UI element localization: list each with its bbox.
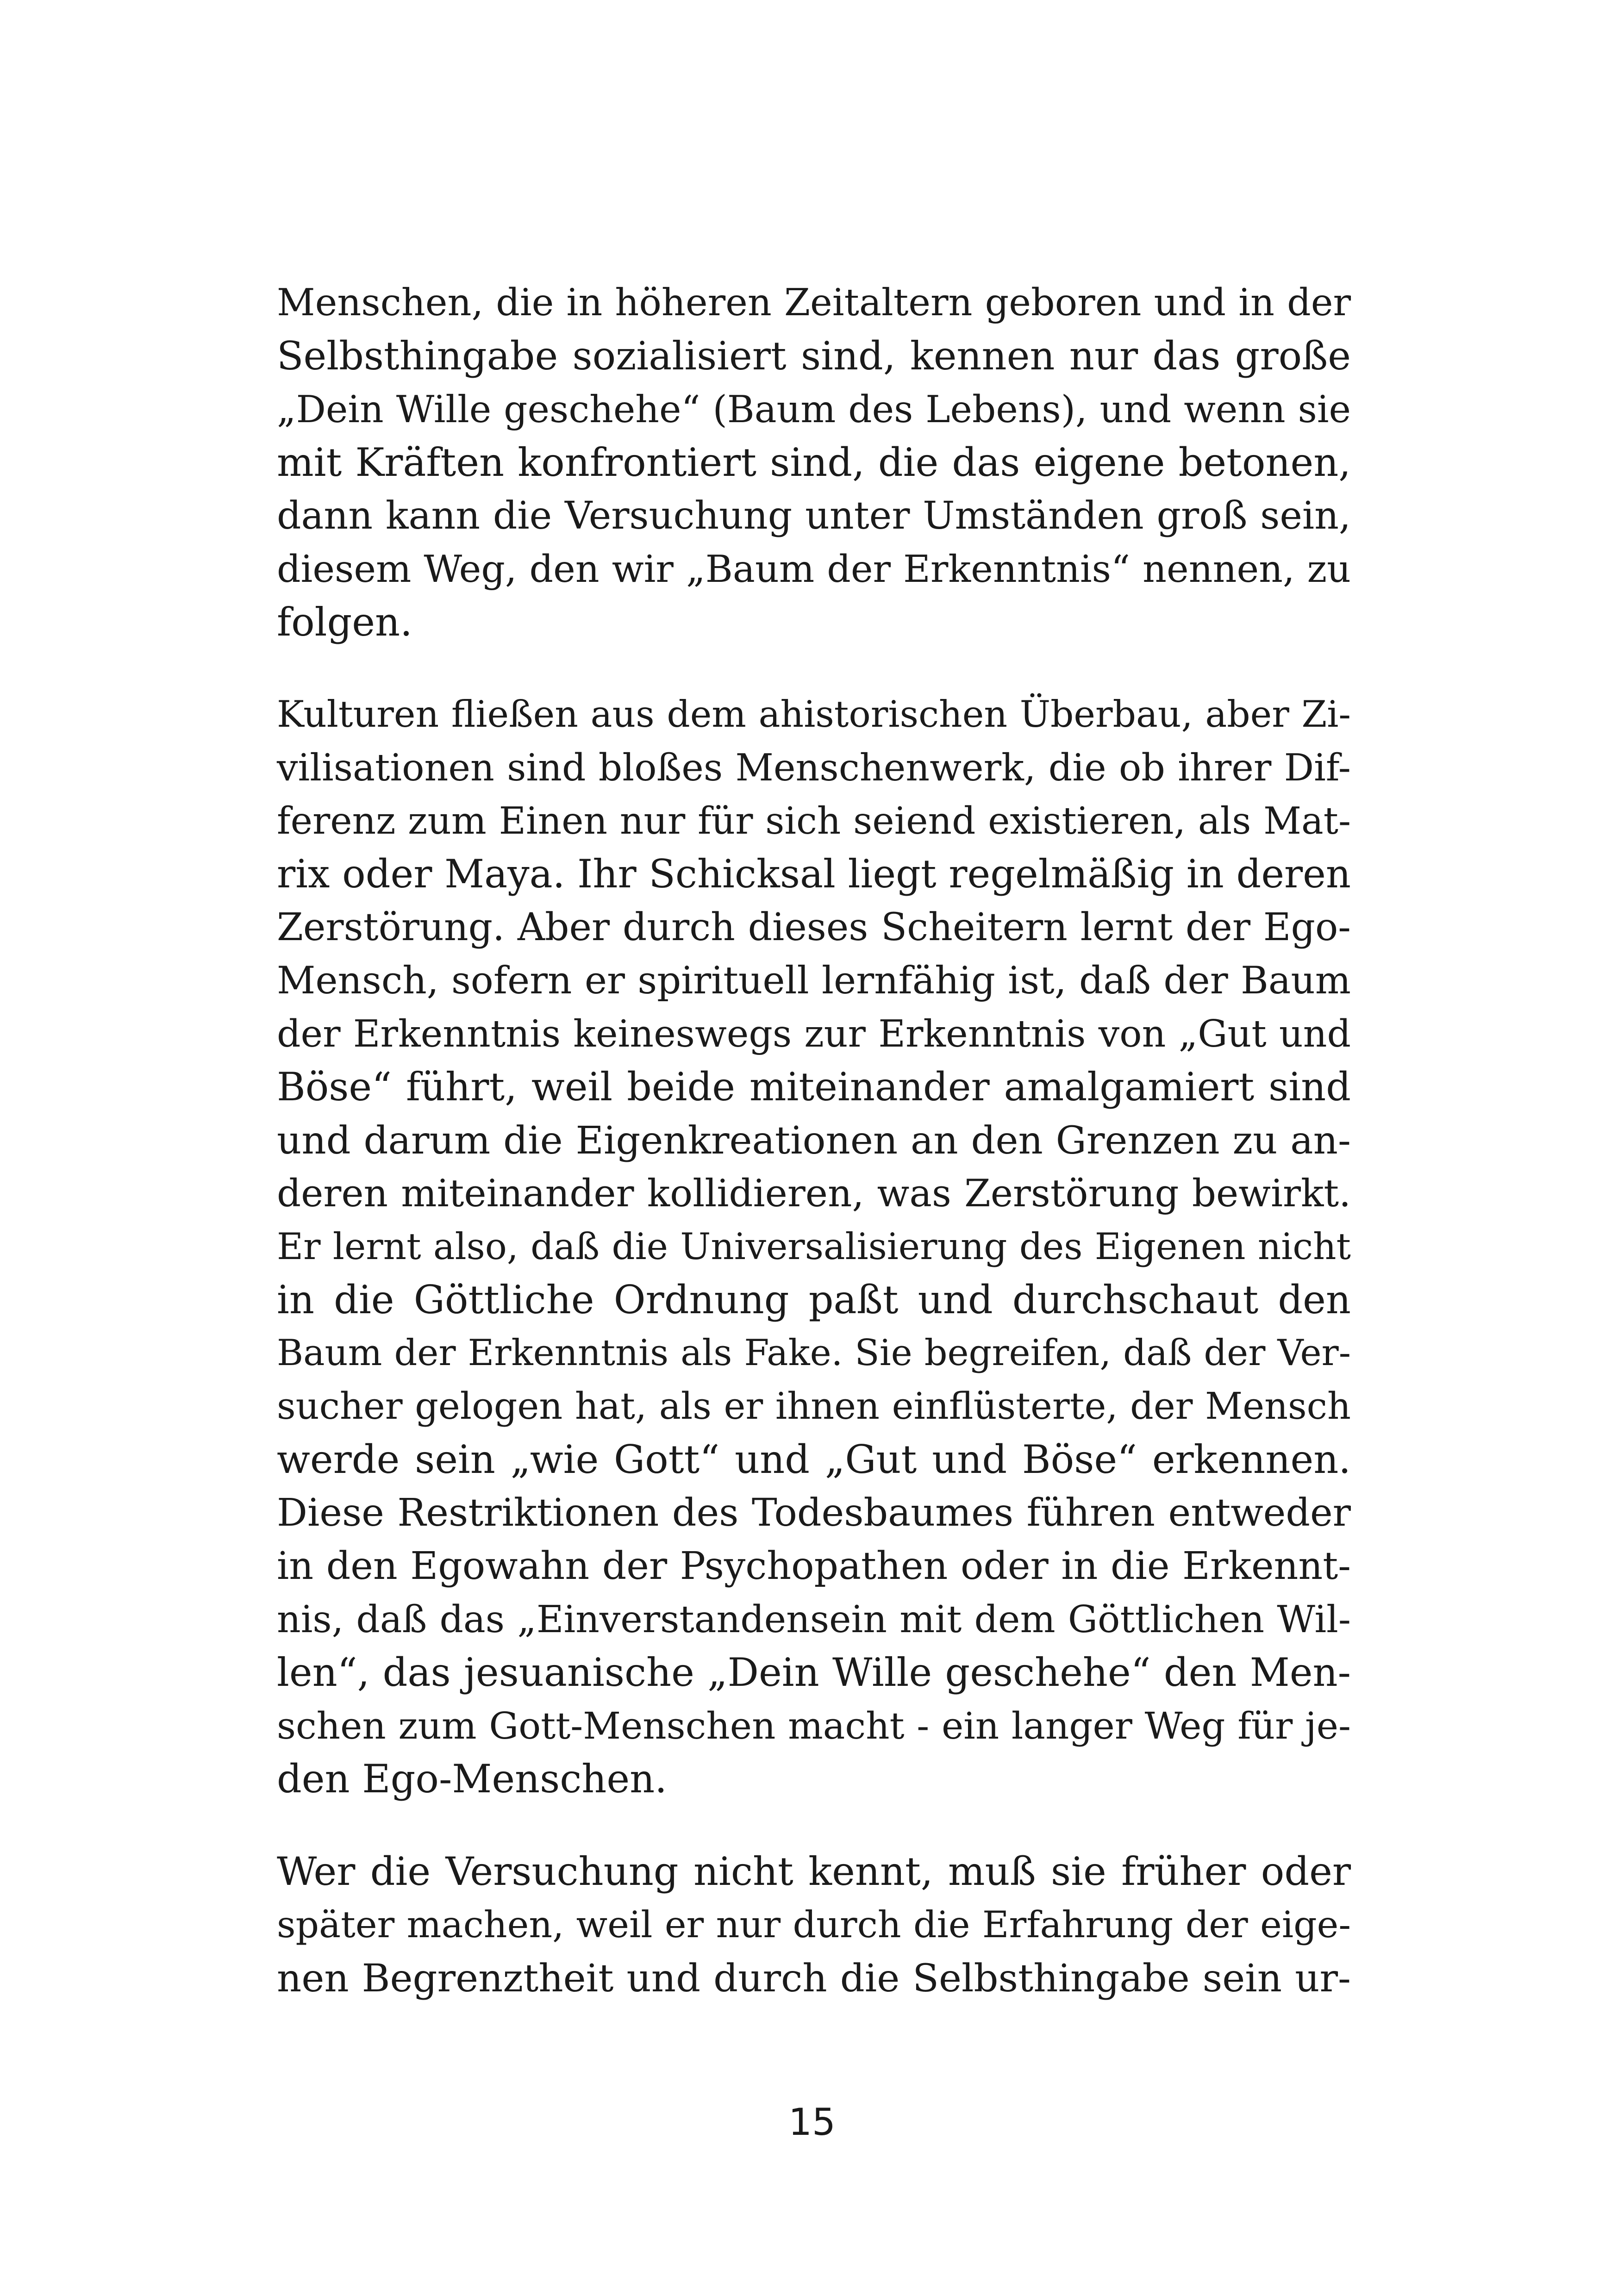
text-line: folgen.	[277, 599, 412, 645]
page-number: 15	[788, 2101, 836, 2144]
text-line: sucher gelogen hat, als er ihnen einflüsterte, der Mensch	[277, 1385, 1351, 1428]
text-line: nen Begrenztheit und durch die Selbsthingabe sein ur-	[277, 1956, 1351, 2001]
text-line: len“, das jesuanische „Dein Wille geschehe“ den Men-	[277, 1650, 1351, 1695]
text-line: in den Egowahn der Psychopathen oder in die Erkennt-	[277, 1544, 1351, 1588]
text-line: „Dein Wille geschehe“ (Baum des Lebens), und wenn sie	[277, 388, 1351, 431]
text-line: deren miteinander kollidieren, was Zerstörung bewirkt.	[277, 1172, 1351, 1216]
text-line: dann kann die Versuchung unter Umständen groß sein,	[277, 494, 1351, 538]
text-line: schen zum Gott-Menschen macht - ein langer Weg für je-	[277, 1704, 1351, 1747]
paragraph-3	[277, 1845, 1351, 2005]
text-line: vilisationen sind bloßes Menschenwerk, die ob ihrer Dif-	[277, 746, 1351, 789]
text-line: Er lernt also, daß die Universalisierung des Eigenen nicht	[277, 1226, 1351, 1268]
text-line: Kulturen fließen aus dem ahistorischen Überbau, aber Zi-	[277, 693, 1351, 736]
text-line: Zerstörung. Aber durch dieses Scheitern lernt der Ego-	[277, 905, 1351, 949]
text-line: werde sein „wie Gott“ und „Gut und Böse“ erkennen.	[277, 1437, 1351, 1482]
text-line: später machen, weil er nur durch die Erfahrung der eige-	[277, 1903, 1351, 1946]
text-line: und darum die Eigenkreationen an den Grenzen zu an-	[277, 1118, 1351, 1163]
text-line: Mensch, sofern er spirituell lernfähig ist, daß der Baum	[277, 959, 1351, 1003]
text-line: Menschen, die in höheren Zeitaltern geboren und in der	[277, 281, 1351, 324]
text-line: Böse“ führt, weil beide miteinander amalgamiert sind	[277, 1064, 1351, 1110]
paragraph-1	[277, 276, 1351, 649]
paragraph-2	[277, 688, 1351, 1806]
text-line: diesem Weg, den wir „Baum der Erkenntnis“ nennen, zu	[277, 547, 1351, 591]
text-line: Selbsthingabe sozialisiert sind, kennen nur das große	[277, 333, 1351, 379]
text-line: der Erkenntnis keineswegs zur Erkenntnis von „Gut und	[277, 1012, 1351, 1055]
text-line: rix oder Maya. Ihr Schicksal liegt regelmäßig in deren	[277, 851, 1351, 897]
text-line: ferenz zum Einen nur für sich seiend existieren, als Mat-	[277, 799, 1351, 842]
text-line: in die Göttliche Ordnung paßt und durchschaut den	[277, 1277, 1351, 1322]
text-line: Wer die Versuchung nicht kennt, muß sie früher oder	[277, 1849, 1351, 1894]
text-line: mit Kräften konfrontiert sind, die das eigene betonen,	[277, 440, 1351, 485]
text-line: den Ego-Menschen.	[277, 1756, 667, 1802]
text-line: Diese Restriktionen des Todesbaumes führen entweder	[277, 1491, 1351, 1535]
text-line: Baum der Erkenntnis als Fake. Sie begreifen, daß der Ver-	[277, 1332, 1351, 1374]
text-line: nis, daß das „Einverstandensein mit dem Göttlichen Wil-	[277, 1597, 1351, 1641]
